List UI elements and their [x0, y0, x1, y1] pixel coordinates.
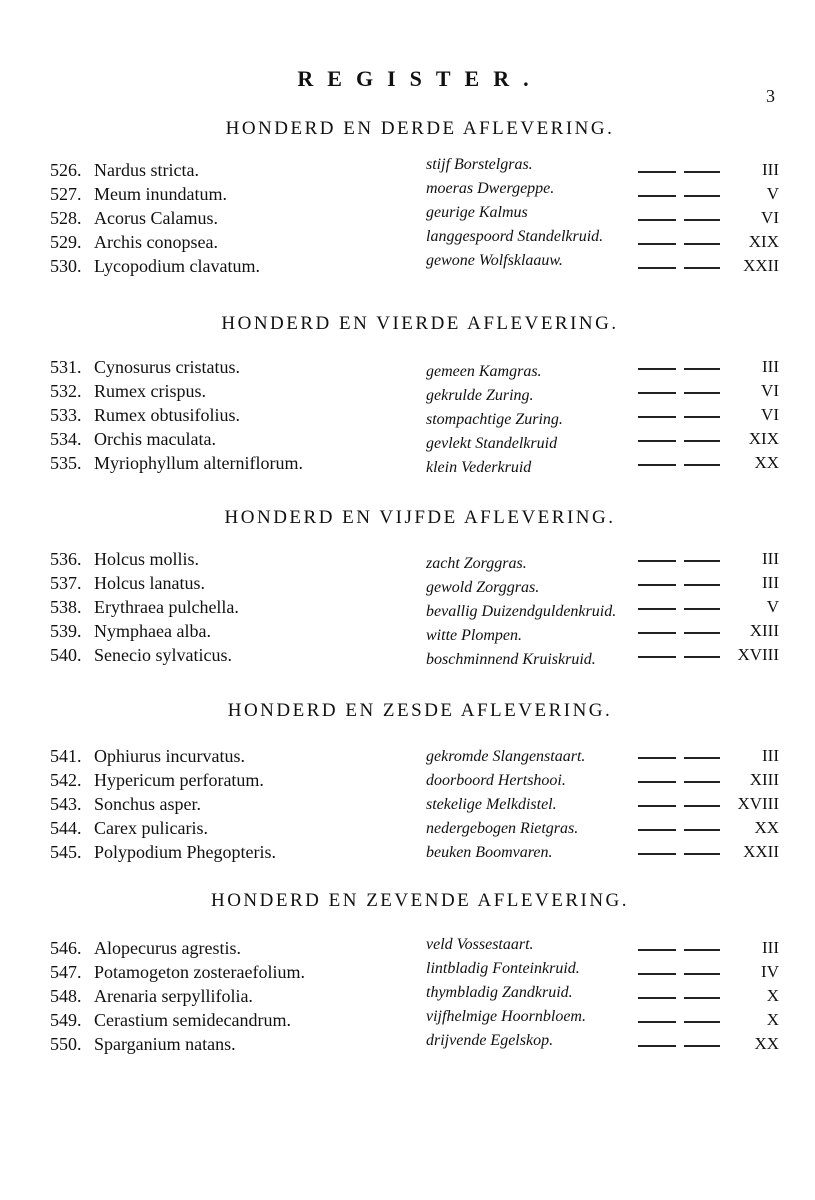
entry-number: 548.: [50, 986, 82, 1006]
dutch-name: geurige Kalmus: [426, 204, 528, 221]
dash-rule: [638, 584, 676, 586]
section-heading: HONDERD EN ZEVENDE AFLEVERING.: [210, 890, 630, 911]
part-number: VI: [761, 208, 779, 227]
dutch-name: moeras Dwergeppe.: [426, 180, 555, 197]
dutch-name: nedergebogen Rietgras.: [426, 820, 579, 837]
dash-rule: [638, 656, 676, 658]
part-number: XIII: [749, 770, 779, 789]
register-entry: [0, 204, 815, 232]
part-number: V: [766, 184, 779, 203]
part-number: X: [766, 1010, 779, 1029]
latin-name: Orchis maculata.: [94, 429, 216, 449]
part-number: XXII: [743, 256, 779, 275]
section-heading: HONDERD EN VIJFDE AFLEVERING.: [224, 507, 616, 528]
page-title: REGISTER.: [297, 66, 543, 91]
part-number: XVIII: [737, 794, 779, 813]
register-entry: [0, 986, 815, 1010]
register-entry: [0, 453, 815, 477]
dash-rule: [638, 757, 676, 759]
part-number: XX: [754, 818, 779, 837]
latin-name: Arenaria serpyllifolia.: [94, 986, 253, 1006]
dutch-name: gemeen Kamgras.: [426, 363, 542, 380]
dash-rule: [638, 805, 676, 807]
register-entry: [0, 645, 815, 669]
part-number: XVIII: [737, 645, 779, 664]
entry-number: 526.: [50, 160, 82, 180]
section-heading: HONDERD EN VIERDE AFLEVERING.: [221, 313, 619, 334]
dutch-name: zacht Zorggras.: [426, 555, 527, 572]
latin-name: Nymphaea alba.: [94, 621, 211, 641]
register-entry: [0, 962, 815, 986]
dash-rule: [638, 1021, 676, 1023]
part-number: X: [766, 986, 779, 1005]
latin-name: Erythraea pulchella.: [94, 597, 239, 617]
latin-name: Hypericum perforatum.: [94, 770, 264, 790]
part-number: XIX: [748, 429, 779, 448]
part-number: III: [762, 160, 779, 179]
part-number: III: [762, 746, 779, 765]
entry-number: 531.: [50, 357, 82, 377]
latin-name: Sonchus asper.: [94, 794, 201, 814]
register-entry: [0, 818, 815, 842]
dash-rule: [638, 171, 676, 173]
latin-name: Nardus stricta.: [94, 160, 199, 180]
latin-name: Sparganium natans.: [94, 1034, 236, 1054]
register-entry: [0, 180, 815, 208]
register-entry: [0, 938, 815, 962]
dutch-name: drijvende Egelskop.: [426, 1032, 554, 1049]
part-number: XIX: [748, 232, 779, 251]
part-number: IV: [761, 962, 779, 981]
dutch-name: doorboord Hertshooi.: [426, 772, 566, 789]
dutch-name: stekelige Melkdistel.: [426, 796, 557, 813]
dash-rule: [638, 1045, 676, 1047]
dash-rule: [638, 560, 676, 562]
entry-number: 544.: [50, 818, 82, 838]
register-entry: [0, 770, 815, 794]
entry-number: 536.: [50, 549, 82, 569]
entry-number: 533.: [50, 405, 82, 425]
register-entry: [0, 597, 815, 621]
part-number: III: [762, 357, 779, 376]
register-entry: [0, 1034, 815, 1058]
register-entry: [0, 381, 815, 405]
dash-rule: [638, 392, 676, 394]
dash-rule: [638, 973, 676, 975]
register-entry: [0, 794, 815, 818]
entry-number: 549.: [50, 1010, 82, 1030]
latin-name: Potamogeton zosteraefolium.: [94, 962, 305, 982]
dash-rule: [638, 853, 676, 855]
dash-rule: [638, 368, 676, 370]
latin-name: Meum inundatum.: [94, 184, 227, 204]
entry-number: 530.: [50, 256, 82, 276]
entry-number: 543.: [50, 794, 82, 814]
dutch-name: gevlekt Standelkruid: [426, 435, 558, 452]
part-number: XX: [754, 1034, 779, 1053]
latin-name: Archis conopsea.: [94, 232, 218, 252]
dash-rule: [638, 608, 676, 610]
register-entry: [0, 621, 815, 645]
dash-rule: [638, 829, 676, 831]
entry-number: 529.: [50, 232, 82, 252]
part-number: XIII: [749, 621, 779, 640]
dutch-name: klein Vederkruid: [426, 459, 532, 476]
dash-rule: [638, 440, 676, 442]
latin-name: Rumex obtusifolius.: [94, 405, 241, 425]
entry-number: 547.: [50, 962, 82, 982]
register-entry: [0, 842, 815, 866]
register-entry: [0, 405, 815, 429]
latin-name: Holcus mollis.: [94, 549, 200, 569]
dutch-name: stompachtige Zuring.: [426, 411, 563, 428]
register-entry: [0, 357, 815, 381]
dash-rule: [638, 781, 676, 783]
entry-number: 535.: [50, 453, 82, 473]
register-entry: [0, 429, 815, 453]
latin-name: Polypodium Phegopteris.: [94, 842, 277, 862]
register-entry: [0, 746, 815, 770]
dutch-name: gewone Wolfsklaauw.: [426, 252, 563, 269]
latin-name: Alopecurus agrestis.: [94, 938, 241, 958]
entry-number: 550.: [50, 1034, 82, 1054]
entry-number: 538.: [50, 597, 82, 617]
entry-number: 528.: [50, 208, 82, 228]
part-number: III: [762, 549, 779, 568]
register-entry: [0, 252, 815, 280]
entry-number: 537.: [50, 573, 82, 593]
dutch-name: veld Vossestaart.: [426, 936, 534, 953]
dash-rule: [638, 632, 676, 634]
part-number: VI: [761, 405, 779, 424]
page-number: 3: [766, 86, 775, 106]
latin-name: Myriophyllum alterniflorum.: [94, 453, 303, 473]
register-entry: [0, 573, 815, 597]
dutch-name: stijf Borstelgras.: [426, 156, 533, 173]
part-number: VI: [761, 381, 779, 400]
latin-name: Cerastium semidecandrum.: [94, 1010, 291, 1030]
dutch-name: thymbladig Zandkruid.: [426, 984, 573, 1001]
dutch-name: lintbladig Fonteinkruid.: [426, 960, 580, 977]
entry-number: 542.: [50, 770, 82, 790]
dutch-name: langgespoord Standelkruid.: [426, 228, 604, 245]
latin-name: Rumex crispus.: [94, 381, 206, 401]
dutch-name: gekrulde Zuring.: [426, 387, 534, 404]
dash-rule: [638, 267, 676, 269]
part-number: V: [766, 597, 779, 616]
entry-number: 527.: [50, 184, 82, 204]
latin-name: Cynosurus cristatus.: [94, 357, 240, 377]
dash-rule: [638, 195, 676, 197]
section-heading: HONDERD EN DERDE AFLEVERING.: [225, 118, 615, 139]
entry-number: 534.: [50, 429, 82, 449]
dutch-name: beuken Boomvaren.: [426, 844, 553, 861]
dash-rule: [638, 997, 676, 999]
entry-number: 532.: [50, 381, 82, 401]
latin-name: Senecio sylvaticus.: [94, 645, 232, 665]
latin-name: Ophiurus incurvatus.: [94, 746, 245, 766]
register-entry: [0, 228, 815, 256]
dutch-name: bevallig Duizendguldenkruid.: [426, 603, 617, 620]
entry-number: 546.: [50, 938, 82, 958]
entry-number: 540.: [50, 645, 82, 665]
dash-rule: [638, 949, 676, 951]
dash-rule: [638, 416, 676, 418]
dutch-name: gekromde Slangenstaart.: [426, 748, 586, 765]
dutch-name: gewold Zorggras.: [426, 579, 540, 596]
dash-rule: [638, 243, 676, 245]
entry-number: 539.: [50, 621, 82, 641]
part-number: XXII: [743, 842, 779, 861]
dash-rule: [638, 219, 676, 221]
register-entry: [0, 549, 815, 573]
part-number: III: [762, 938, 779, 957]
dash-rule: [638, 464, 676, 466]
entry-number: 541.: [50, 746, 82, 766]
part-number: XX: [754, 453, 779, 472]
register-entry: [0, 1010, 815, 1034]
register-entry: [0, 156, 815, 184]
dutch-name: vijfhelmige Hoornbloem.: [426, 1008, 586, 1025]
latin-name: Carex pulicaris.: [94, 818, 208, 838]
dutch-name: boschminnend Kruiskruid.: [426, 651, 596, 668]
section-heading: HONDERD EN ZESDE AFLEVERING.: [227, 700, 613, 721]
latin-name: Lycopodium clavatum.: [94, 256, 260, 276]
latin-name: Acorus Calamus.: [94, 208, 218, 228]
latin-name: Holcus lanatus.: [94, 573, 205, 593]
part-number: III: [762, 573, 779, 592]
entry-number: 545.: [50, 842, 82, 862]
dutch-name: witte Plompen.: [426, 627, 522, 644]
